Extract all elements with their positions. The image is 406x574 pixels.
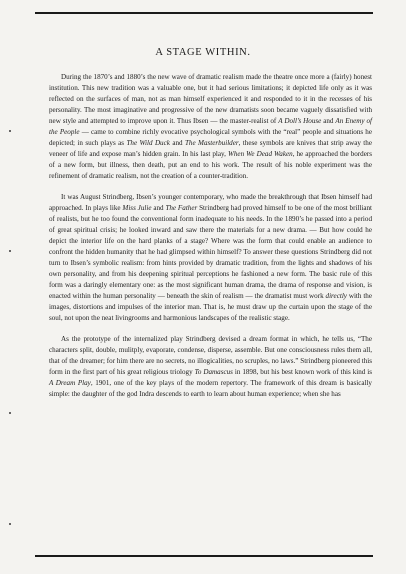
top-rule (35, 12, 373, 14)
italic-title: A Doll’s House (278, 117, 322, 125)
page-title: A STAGE WITHIN. (155, 47, 251, 58)
text-run: It was August Strindberg, Ibsen’s younger contemporary, who made the breakthrough that Ibsen himself had approached. In plays like (49, 193, 372, 212)
italic-title: directly (325, 292, 347, 300)
italic-title: A Dream Play (49, 379, 91, 387)
text-run: and (321, 117, 336, 125)
italic-title: When We Dead Waken (227, 150, 293, 158)
italic-title: Miss Julie (122, 204, 152, 212)
text-run: and (151, 204, 166, 212)
margin-dot (9, 250, 11, 252)
italic-title: An Enemy of the People (49, 117, 373, 136)
paragraph-1 (49, 72, 372, 182)
text-run: Strindberg had proved himself to be one of the most brilliant of realists, but he too found the conventional form inadequate to his needs. In the 1890’s he passed into a period of great spiritual crisis; he looked inward and saw there the materials for a new drama. — But how could he depict the interior life on the hard planks of a stage? Where was the form that could enable an audience to confront the hidden humanity that he had glimpsed within himself? To answer these questions Strindberg did not turn to Ibsen’s symbolic realism: from hints provided by dramatic tradition, from the lights and shadows of his own personality, and from his deepening spiritual perceptions he fashioned a new form. The basic rule of this form was a daringly elementary one: as the most significant human drama, the drama of response and vision, is enacted within the human personality — beneath the skin of realism — the dramatist must work (49, 204, 372, 300)
margin-dot (9, 412, 11, 414)
bottom-rule (35, 555, 373, 557)
text-run: During the 1870’s and 1880’s the new wave of dramatic realism made the theatre once more a (fairly) honest institution. This new tradition was a valuable one, but it had serious limitations; it depicted life only as it was reflected on the surfaces of man, not as man himself experienced it and responded to it in the recesses of his personality. The most imaginative and progressive of the new dramatists soon became vaguely dissatisfied with new style and attempted to improve upon it. Thus Ibsen — the master-realist of (49, 73, 372, 125)
text-run: in 1898, but his best known work of this kind is (232, 368, 372, 376)
paragraph-3 (49, 334, 372, 400)
text-run: and (169, 139, 185, 147)
margin-dot (9, 523, 11, 525)
text-run: with the images, distortions and impulses of the interior man. That is, he must draw up the curtain upon the stage of the soul, not upon the neat livingrooms and harmonious landscapes of the realistic stage. (49, 292, 373, 322)
margin-dot (9, 130, 11, 132)
italic-title: To Damascus (194, 368, 233, 376)
text-run: As the prototype of the internalized play Strindberg devised a dream format in which, he tells us, “The characters split, double, mulitply, evaporate, condense, disperse, assemble. But one consciousness rules them all, that of the dreamer; for him there are no secrets, no illogicalities, no scruples, no laws.” Strindberg pioneered this form in the first part of his great religious triology (49, 335, 372, 376)
text-run: , he approached the borders of a new form, but illness, then death, put an end to his work. The result of his noble experiment was the refinement of dramatic realism, not the creation of a counter-tradition. (49, 150, 372, 180)
body-text (49, 72, 372, 410)
paragraph-2 (49, 192, 372, 324)
text-run: , 1901, one of the key plays of the modern repertory. The framework of this dream is basically simple: the daughter of the god Indra descends to earth to learn about human experience; when she has (49, 379, 372, 398)
text-run: — came to combine richly evocative psychological symbols with the “real” people and situations he depicted; in such plays as (49, 128, 372, 147)
italic-title: The Masterbuilder (184, 139, 239, 147)
italic-title: The Father (165, 204, 198, 212)
text-run: , these symbols are knives that strip away the veneer of life and expose man’s hidden grain. In his last play, (49, 139, 372, 158)
italic-title: The Wild Duck (126, 139, 170, 147)
